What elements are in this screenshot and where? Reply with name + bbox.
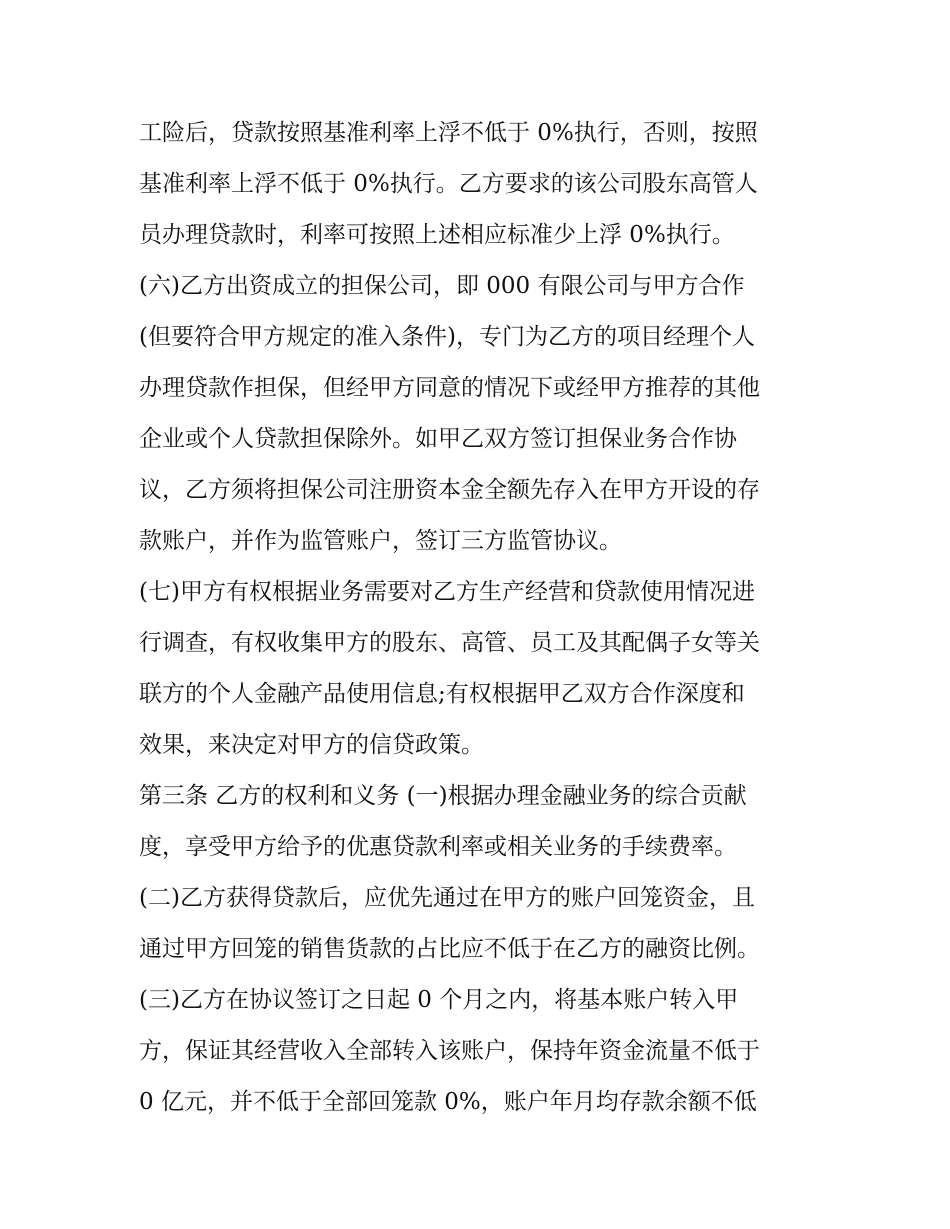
text-line: (但要符合甲方规定的准入条件)，专门为乙方的项目经理个人 — [139, 324, 755, 350]
text-line: 效果，来决定对甲方的信贷政策。 — [139, 732, 484, 758]
text-line: 工险后，贷款按照基准利率上浮不低于 0%执行，否则，按照 — [139, 120, 758, 146]
text-line: 议，乙方须将担保公司注册资本金全额先存入在甲方开设的存 — [139, 477, 760, 503]
text-line: 办理贷款作担保，但经甲方同意的情况下或经甲方推荐的其他 — [139, 375, 760, 401]
document-body — [139, 108, 829, 1128]
text-line: (三)乙方在协议签订之日起 0 个月之内，将基本账户转入甲 — [139, 987, 739, 1013]
text-line: 企业或个人贷款担保除外。如甲乙双方签订担保业务合作协 — [139, 426, 737, 452]
text-line: 款账户，并作为监管账户，签订三方监管协议。 — [139, 528, 622, 554]
text-line: 通过甲方回笼的销售货款的占比应不低于在乙方的融资比例。 — [139, 936, 760, 962]
text-line: 基准利率上浮不低于 0%执行。乙方要求的该公司股东高管人 — [139, 171, 758, 197]
text-line: (七)甲方有权根据业务需要对乙方生产经营和贷款使用情况进 — [139, 579, 755, 605]
text-line: (二)乙方获得贷款后，应优先通过在甲方的账户回笼资金，且 — [139, 885, 755, 911]
text-line: 0 亿元，并不低于全部回笼款 0%，账户年月均存款余额不低 — [139, 1089, 757, 1115]
text-line: 联方的个人金融产品使用信息;有权根据甲乙双方合作深度和 — [139, 681, 745, 707]
text-line: 方，保证其经营收入全部转入该账户，保持年资金流量不低于 — [139, 1038, 760, 1064]
text-line: 行调查，有权收集甲方的股东、高管、员工及其配偶子女等关 — [139, 630, 760, 656]
text-line: 度，享受甲方给予的优惠贷款利率或相关业务的手续费率。 — [139, 834, 737, 860]
text-line: (六)乙方出资成立的担保公司，即 000 有限公司与甲方合作 — [139, 273, 745, 299]
text-line: 员办理贷款时，利率可按照上述相应标准少上浮 0%执行。 — [139, 222, 735, 248]
text-line: 第三条 乙方的权利和义务 (一)根据办理金融业务的综合贡献 — [139, 783, 747, 809]
